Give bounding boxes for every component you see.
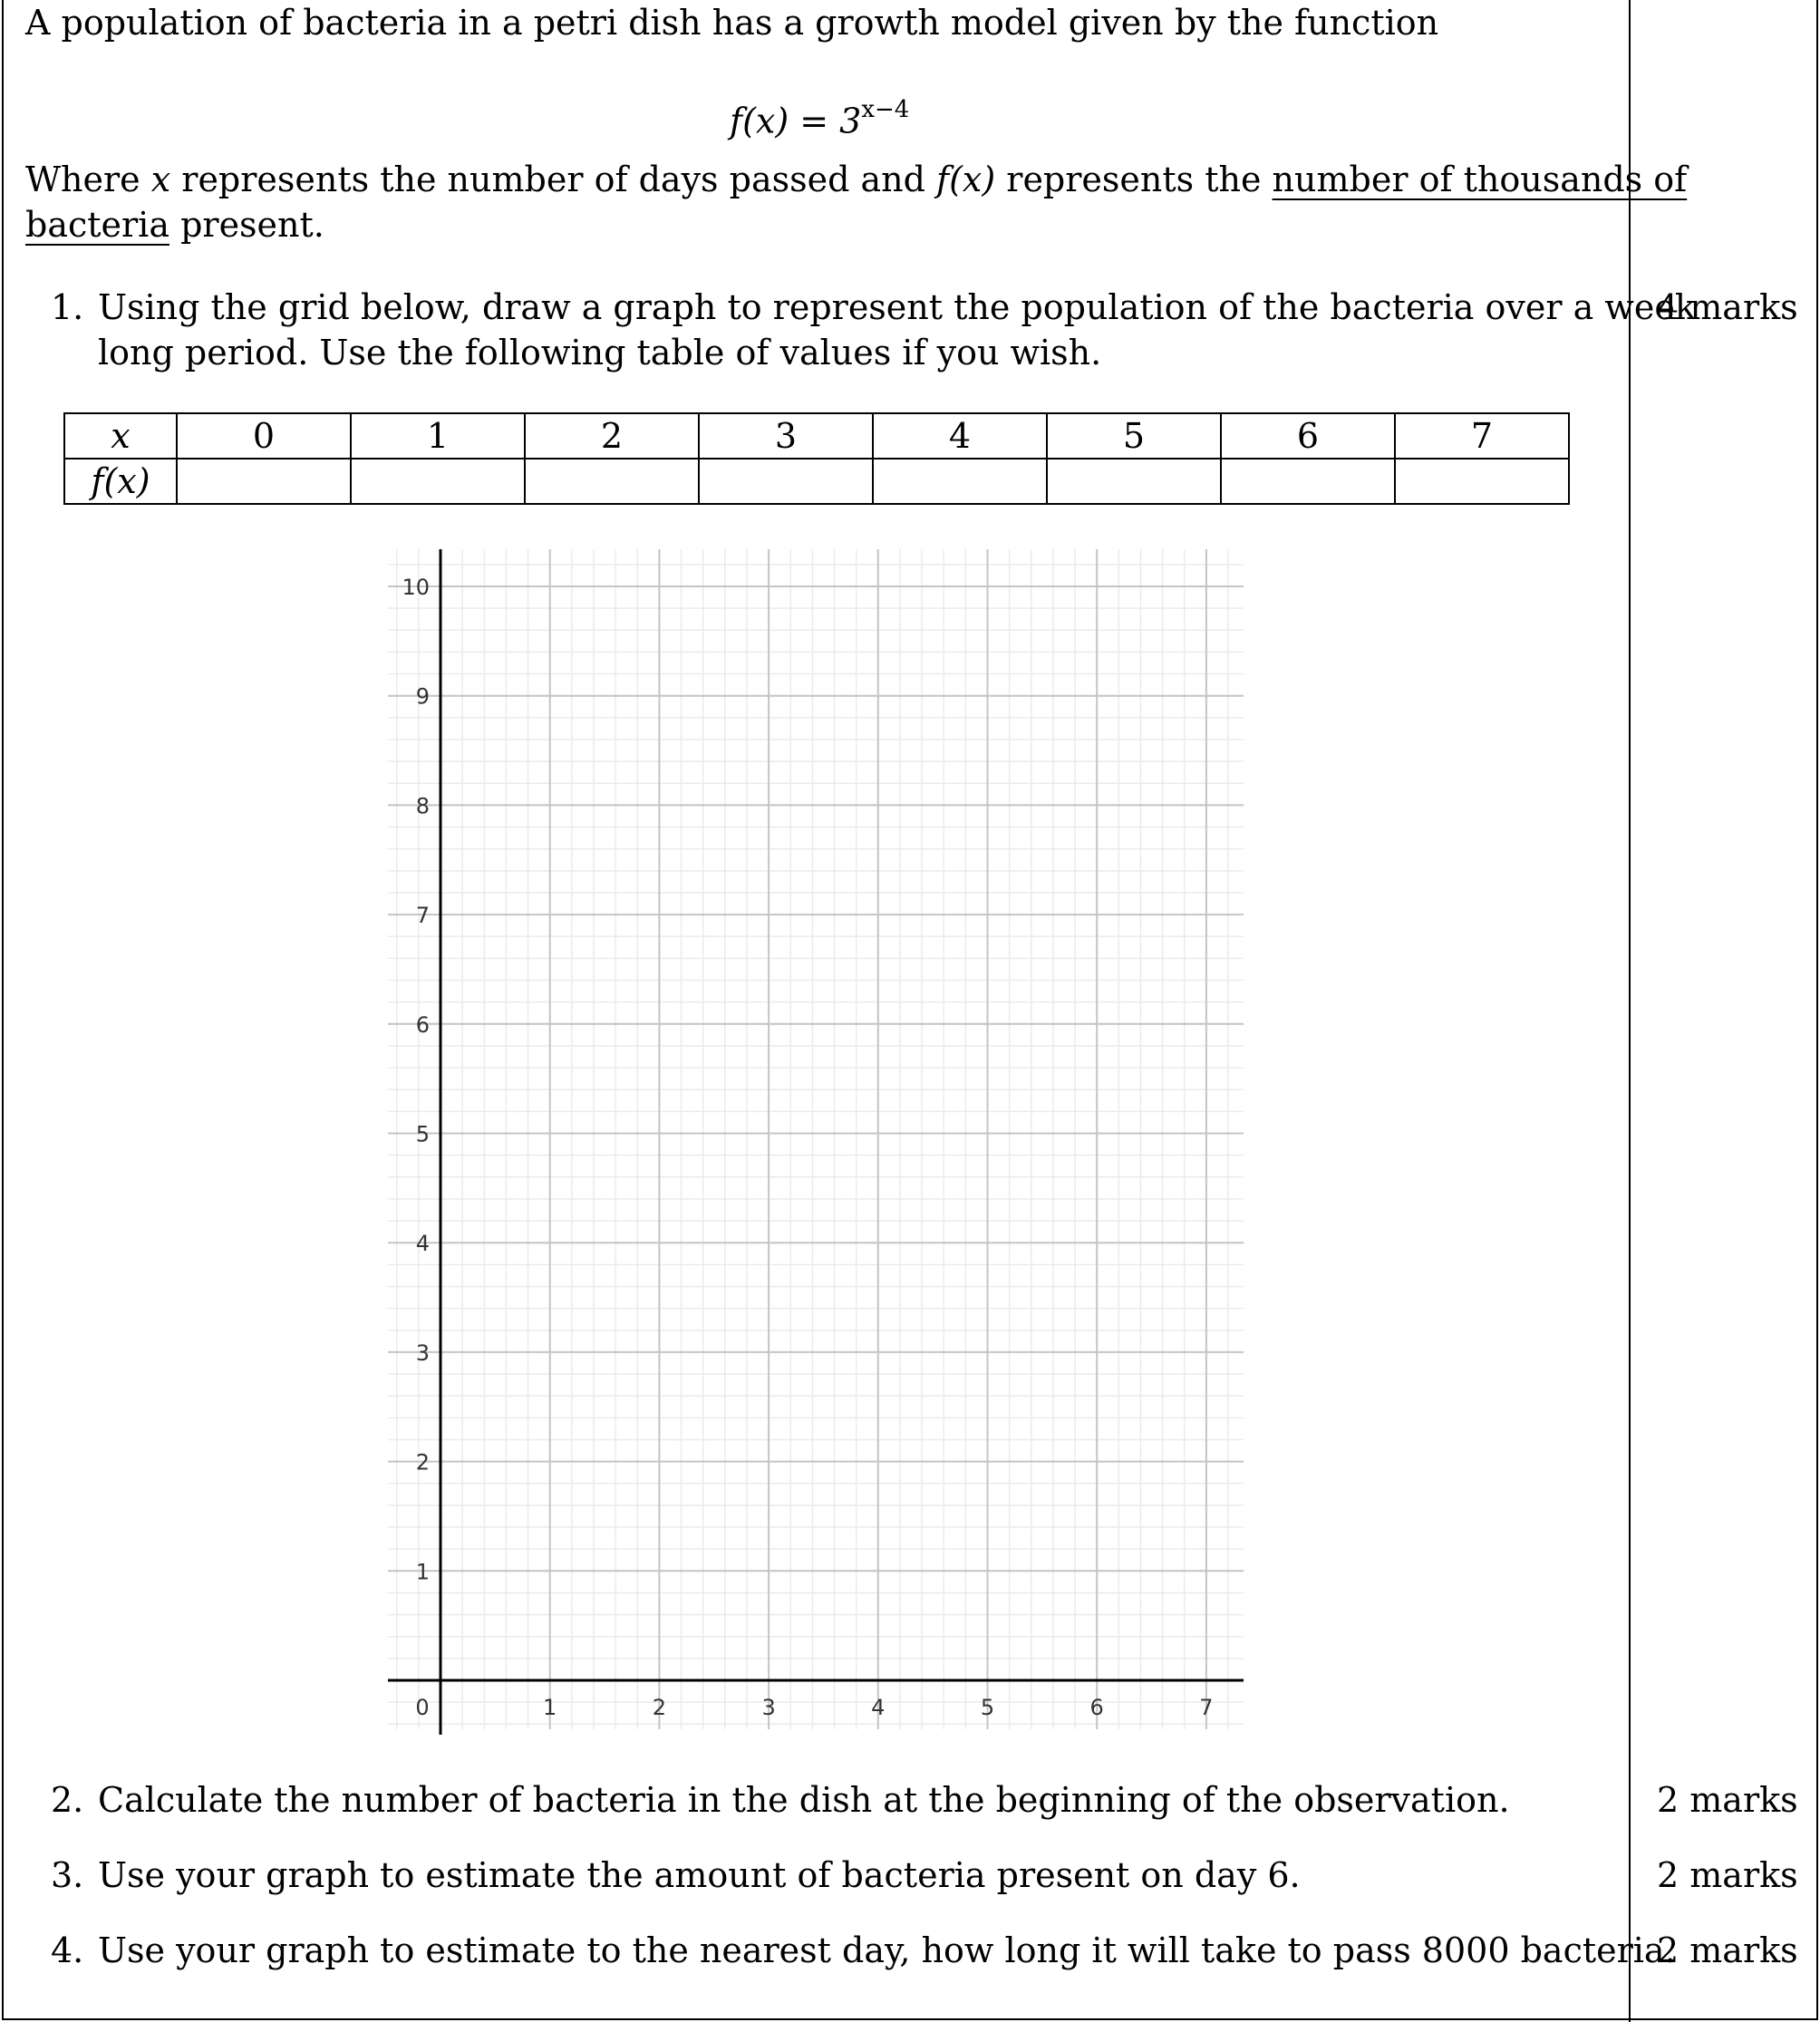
question-3-number: 3. [51, 1855, 84, 1895]
y-tick-label: 7 [415, 903, 430, 929]
intro-line-3-rest: present. [169, 205, 324, 245]
table-cell-x6: 6 [1221, 413, 1395, 459]
x-tick-labels [543, 1695, 1213, 1720]
formula-lhs: f(x) = 3 [730, 101, 862, 141]
table-cell-fx5[interactable] [1047, 459, 1221, 504]
x-tick-label: 5 [980, 1695, 995, 1720]
origin-label: 0 [415, 1695, 430, 1720]
intro-var-fx: f(x) [936, 160, 996, 199]
y-tick-label: 8 [415, 793, 430, 819]
graph-grid[interactable] [363, 535, 1251, 1740]
table-cell-x5: 5 [1047, 413, 1221, 459]
intro-line-2-a: Where [25, 160, 151, 199]
table-cell-fx6[interactable] [1221, 459, 1395, 504]
function-formula [730, 91, 909, 144]
intro-line-2-c: represents the [995, 160, 1273, 199]
question-4-number: 4. [51, 1930, 84, 1970]
table-row-x [64, 413, 1569, 459]
table-header-x: x [64, 413, 177, 459]
y-tick-label: 6 [415, 1011, 430, 1038]
question-1-line-2: long period. Use the following table of values if you wish. [98, 333, 1102, 372]
table-cell-x7: 7 [1395, 413, 1569, 459]
values-table [63, 412, 1570, 505]
question-4-text: Use your graph to estimate to the nearest day, how long it will take to pass 8000 bacteria. [98, 1930, 1676, 1970]
y-tick-label: 10 [402, 575, 430, 600]
y-tick-label: 2 [415, 1449, 430, 1475]
table-cell-x3: 3 [699, 413, 873, 459]
y-tick-label: 9 [415, 683, 430, 710]
question-2-marks: 2 marks [1657, 1780, 1798, 1820]
intro-underlined-2: bacteria [25, 205, 169, 245]
table-header-fx: f(x) [64, 459, 177, 504]
table-cell-fx1[interactable] [351, 459, 525, 504]
question-3-marks: 2 marks [1657, 1855, 1798, 1895]
question-1-number: 1. [51, 287, 84, 327]
question-2-text: Calculate the number of bacteria in the dish at the beginning of the observation. [98, 1780, 1510, 1820]
y-tick-labels [402, 575, 430, 1720]
table-cell-x0: 0 [177, 413, 351, 459]
question-3-text: Use your graph to estimate the amount of bacteria present on day 6. [98, 1855, 1301, 1895]
x-tick-label: 6 [1089, 1695, 1104, 1720]
table-cell-fx3[interactable] [699, 459, 873, 504]
y-tick-label: 3 [415, 1340, 430, 1366]
table-cell-fx4[interactable] [873, 459, 1047, 504]
x-tick-label: 1 [543, 1695, 557, 1720]
intro-line-3 [25, 202, 324, 247]
intro-line-2-b: represents the number of days passed and [170, 160, 937, 199]
x-tick-label: 7 [1199, 1695, 1214, 1720]
question-1-line-1: Using the grid below, draw a graph to represent the population of the bacteria over a week [98, 287, 1696, 327]
intro-line-2 [25, 157, 1687, 202]
x-tick-label: 4 [871, 1695, 886, 1720]
table-cell-fx2[interactable] [525, 459, 699, 504]
question-4-marks: 2 marks [1657, 1930, 1798, 1970]
table-cell-fx7[interactable] [1395, 459, 1569, 504]
minor-gridlines [388, 549, 1244, 1729]
major-gridlines [388, 549, 1244, 1729]
y-tick-label: 5 [415, 1121, 430, 1147]
intro-underlined-1: number of thousands of [1272, 160, 1688, 199]
y-tick-label: 4 [415, 1231, 430, 1257]
question-1-marks: 4 marks [1657, 287, 1798, 327]
table-cell-x4: 4 [873, 413, 1047, 459]
formula-exponent: x−4 [861, 96, 910, 123]
x-tick-label: 3 [761, 1695, 776, 1720]
y-tick-label: 1 [415, 1559, 430, 1585]
table-cell-fx0[interactable] [177, 459, 351, 504]
x-tick-label: 2 [652, 1695, 667, 1720]
table-cell-x2: 2 [525, 413, 699, 459]
table-row-fx [64, 459, 1569, 504]
intro-var-x: x [150, 160, 171, 199]
axes [388, 549, 1244, 1735]
table-cell-x1: 1 [351, 413, 525, 459]
intro-line-1: A population of bacteria in a petri dish has a growth model given by the function [25, 3, 1439, 43]
question-2-number: 2. [51, 1780, 84, 1820]
